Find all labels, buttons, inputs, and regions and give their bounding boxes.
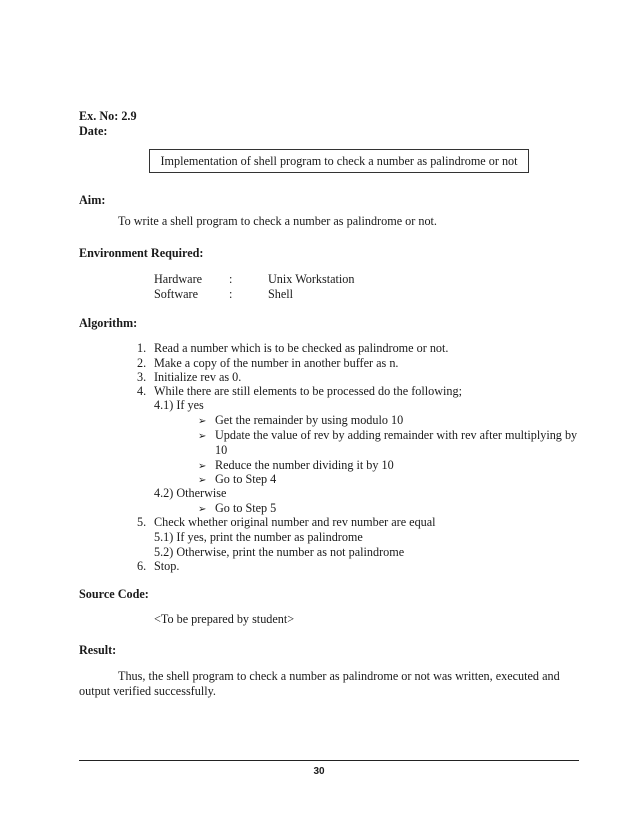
step-number: 1. <box>137 341 147 355</box>
bullet-text: Update the value of rev by adding remainder with rev after multiplying by <box>215 428 578 442</box>
bullet-text-continuation: 10 <box>215 443 228 457</box>
source-code-heading: Source Code: <box>79 587 149 601</box>
step-5-1: 5.1) If yes, print the number as palindrome <box>154 530 363 544</box>
step-number: 3. <box>137 370 147 384</box>
arrow-bullet-icon: ➢ <box>198 431 207 442</box>
step-number: 6. <box>137 559 147 573</box>
step-5: Check whether original number and rev number are equal <box>154 515 436 529</box>
bullet-text: Reduce the number dividing it by 10 <box>215 458 394 472</box>
page-title: Implementation of shell program to check a number as palindrome or not <box>160 153 518 168</box>
result-heading: Result: <box>79 643 117 657</box>
arrow-bullet-icon: ➢ <box>198 461 207 472</box>
bullet-text: Go to Step 4 <box>215 472 277 486</box>
result-text-line1: Thus, the shell program to check a number as palindrome or not was written, executed and <box>118 669 560 683</box>
software-label: Software <box>154 287 198 301</box>
source-code-placeholder: <To be prepared by student> <box>154 612 295 626</box>
hardware-label: Hardware <box>154 272 203 286</box>
step-2: Make a copy of the number in another buffer as n. <box>154 356 399 370</box>
step-1: Read a number which is to be checked as palindrome or not. <box>154 341 449 355</box>
arrow-bullet-icon: ➢ <box>198 475 207 486</box>
hardware-separator: : <box>229 272 233 286</box>
step-4-1: 4.1) If yes <box>154 398 204 412</box>
step-number: 2. <box>137 356 147 370</box>
step-number: 5. <box>137 515 147 529</box>
bullet-item <box>198 413 403 429</box>
page-number: 30 <box>313 766 325 777</box>
exercise-number: Ex. No: 2.9 <box>79 109 137 123</box>
bullet-item <box>198 428 577 444</box>
hardware-value: Unix Workstation <box>268 272 355 286</box>
step-number: 4. <box>137 384 147 398</box>
arrow-bullet-icon: ➢ <box>198 504 207 515</box>
step-3: Initialize rev as 0. <box>154 370 242 384</box>
step-4-2: 4.2) Otherwise <box>154 486 227 500</box>
step-4: While there are still elements to be processed do the following; <box>154 384 462 398</box>
bullet-text: Go to Step 5 <box>215 501 277 515</box>
algorithm-heading: Algorithm: <box>79 316 138 330</box>
software-separator: : <box>229 287 233 301</box>
title-box <box>149 149 529 173</box>
aim-text: To write a shell program to check a number as palindrome or not. <box>118 214 437 228</box>
step-6: Stop. <box>154 559 180 573</box>
arrow-bullet-icon: ➢ <box>198 416 207 427</box>
software-value: Shell <box>268 287 294 301</box>
step-5-2: 5.2) Otherwise, print the number as not palindrome <box>154 545 405 559</box>
environment-heading: Environment Required: <box>79 246 204 260</box>
result-text-line2: output verified successfully. <box>79 684 216 698</box>
aim-heading: Aim: <box>79 193 106 207</box>
date-label: Date: <box>79 124 108 138</box>
footer-divider <box>79 760 579 761</box>
bullet-text: Get the remainder by using modulo 10 <box>215 413 404 427</box>
